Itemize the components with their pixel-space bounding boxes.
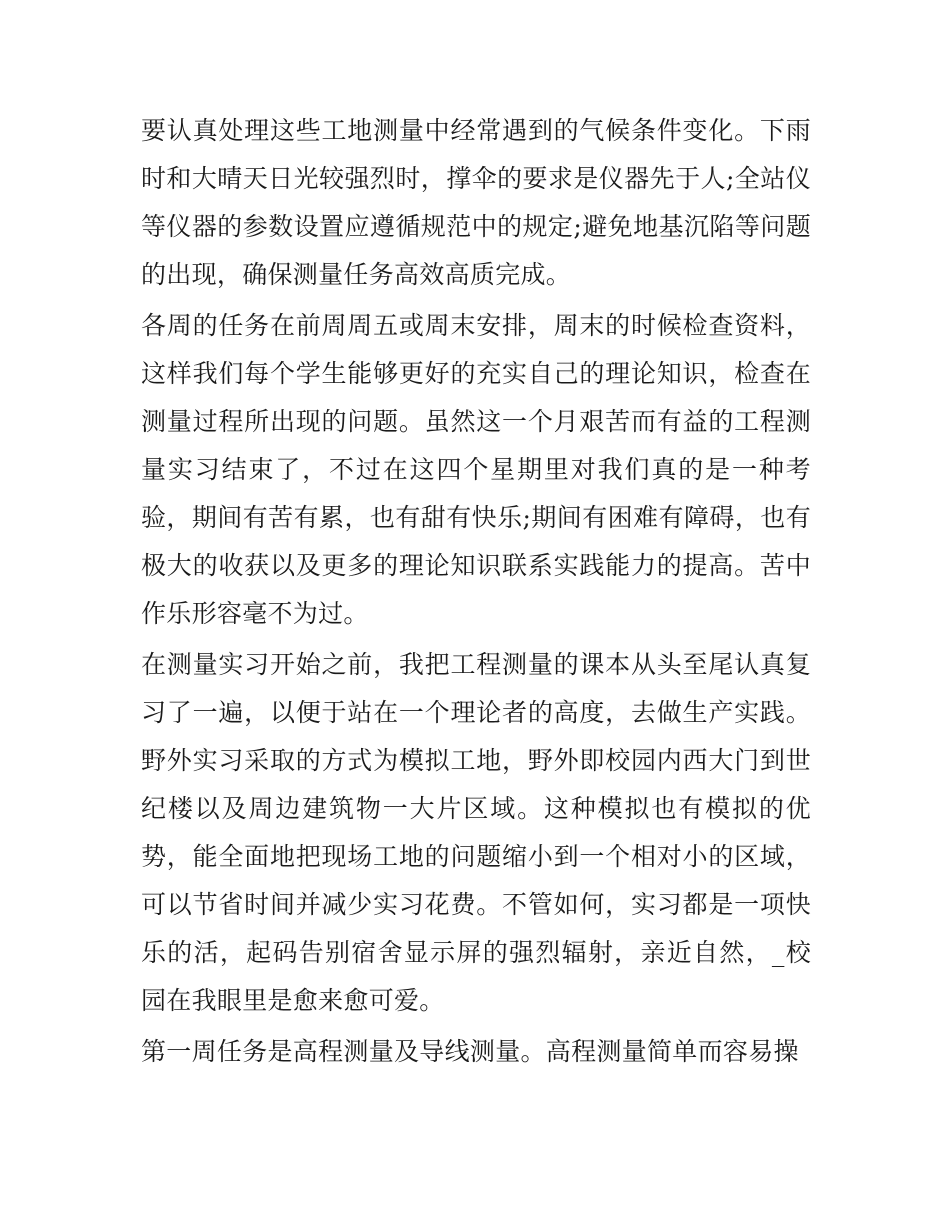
paragraph-weekly-tasks: 各周的任务在前周周五或周末安排，周末的时候检查资料，这样我们每个学生能够更好的充实自己的理论知识，检查在测量过程所出现的问题。虽然这一个月艰苦而有益的工程测量实习结束了，不过在这四个星期里对我们真的是一种考验，期间有苦有累，也有甜有快乐;期间有困难有障碍，也有极大的收获以及更多的理论知识联系实践能力的提高。苦中作乐形容毫不为过。 [141,311,811,628]
paragraph-weather: 要认真处理这些工地测量中经常遇到的气候条件变化。下雨时和大晴天日光较强烈时，撑伞的要求是仪器先于人;全站仪等仪器的参数设置应遵循规范中的规定;避免地基沉陷等问题的出现，确保测量任务高效高质完成。 [141,116,811,289]
paragraph-preparation: 在测量实习开始之前，我把工程测量的课本从头至尾认真复习了一遍，以便于站在一个理论者的高度，去做生产实践。野外实习采取的方式为模拟工地，野外即校园内西大门到世纪楼以及周边建筑物一大片区域。这种模拟也有模拟的优势，能全面地把现场工地的问题缩小到一个相对小的区域，可以节省时间并减少实习花费。不管如何，实习都是一项快乐的活，起码告别宿舍显示屏的强烈辐射，亲近自然，_校园在我眼里是愈来愈可爱。 [141,650,811,1015]
paragraph-first-week: 第一周任务是高程测量及导线测量。高程测量简单而容易操 [141,1037,799,1066]
document-body [141,107,811,1076]
